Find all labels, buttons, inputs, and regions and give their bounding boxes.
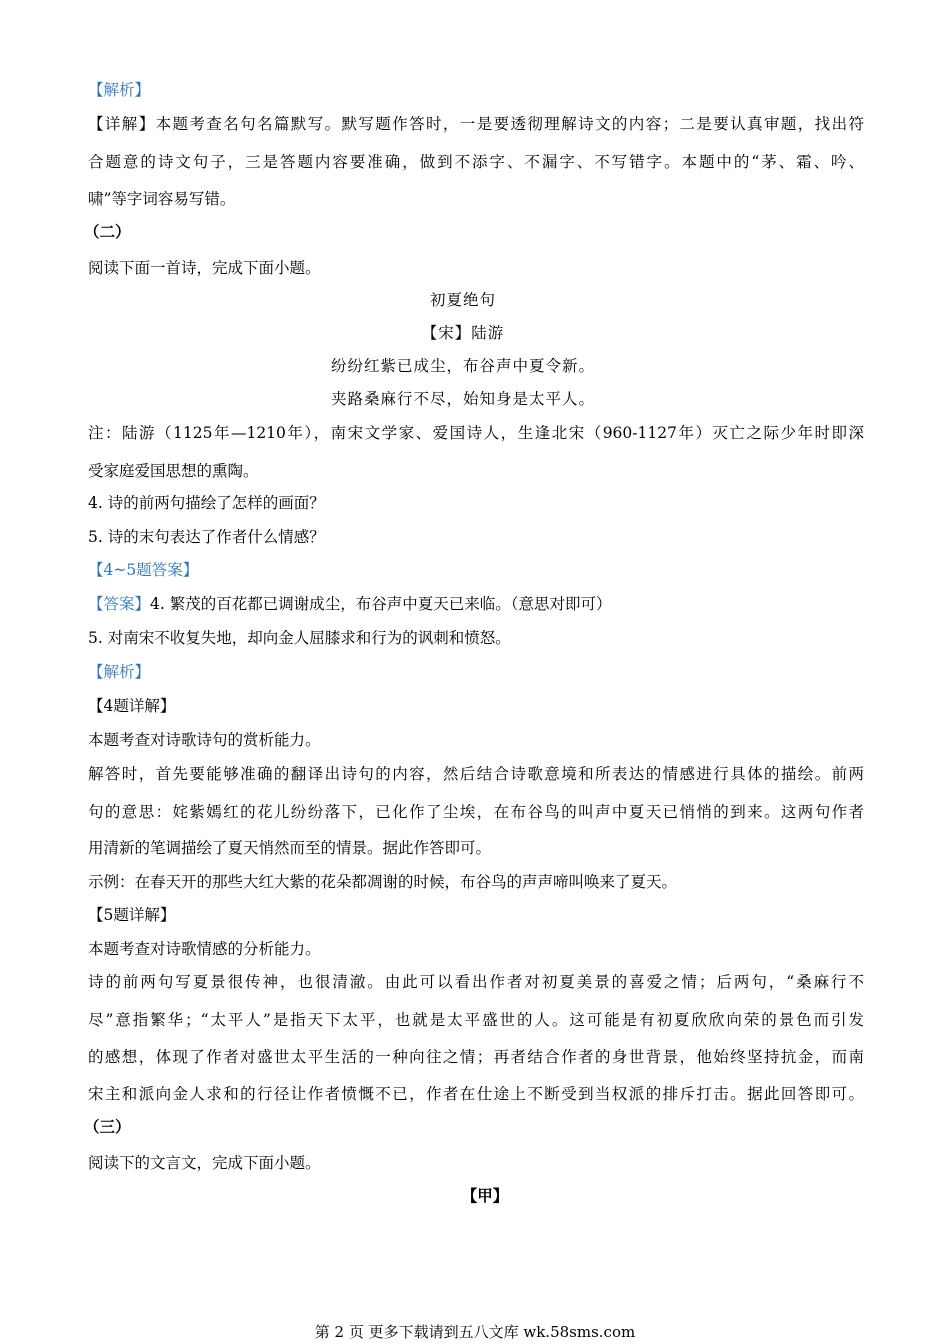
analysis-label: 【解析】 [88, 81, 151, 99]
q5-detail-header: 【5题详解】 [88, 906, 176, 924]
q4-detail-line: 用清新的笔调描绘了夏天悄然而至的情景。据此作答即可。 [88, 839, 492, 857]
q5-detail-line: 的感想，体现了作者对盛世太平生活的一种向往之情；再者结合作者的身世背景，他始终坚持抗金，而南 [88, 1048, 864, 1066]
question-4: 4. 诗的前两句描绘了怎样的画面？ [88, 494, 325, 512]
answer-5: 5. 对南宋不收复失地，却向金人屈膝求和行为的讽刺和愤怒。 [88, 629, 511, 647]
q5-detail-line: 本题考查对诗歌情感的分析能力。 [88, 940, 321, 958]
section-intro: 阅读下面一首诗，完成下面小题。 [88, 259, 321, 277]
q4-detail-line: 本题考查对诗歌诗句的赏析能力。 [88, 731, 321, 749]
note-line: 受家庭爱国思想的熏陶。 [88, 462, 259, 480]
poem-line: 夹路桑麻行不尽，始知身是太平人。 [330, 390, 595, 408]
q5-detail-line: 宋主和派向金人求和的行径让作者愤慨不已，作者在仕途上不断受到当权派的排斥打击。据此回答即可。 [88, 1085, 864, 1103]
q5-detail-line: 尽”意指繁华；“太平人”是指天下太平，也就是太平盛世的人。这可能是有初夏欣欣向荣的景色而引发 [88, 1011, 864, 1029]
analysis-label: 【解析】 [88, 663, 151, 681]
q4-detail-header: 【4题详解】 [88, 697, 176, 715]
section-heading-2: （二） [84, 222, 131, 241]
answer-header: 【4~5题答案】 [88, 561, 199, 579]
detail-paragraph-line: 合题意的诗文句子，三是答题内容要准确，做到不添字、不漏字、不写错字。本题中的“茅、霜、吟、 [88, 153, 864, 171]
poem-title: 初夏绝句 [429, 291, 496, 309]
poem-line: 纷纷红紫已成尘，布谷声中夏令新。 [330, 357, 595, 375]
section-heading-3: （三） [84, 1117, 131, 1136]
q5-detail-line: 诗的前两句写夏景很传神，也很清澈。由此可以看出作者对初夏美景的喜爱之情；后两句，“桑麻行不 [88, 973, 864, 991]
q4-detail-line: 句的意思：姹紫嫣红的花儿纷纷落下，已化作了尘埃，在布谷鸟的叫声中夏天已悄悄的到来。这两句作者 [88, 803, 864, 821]
detail-label: 【详解】 [88, 115, 156, 133]
poem-author: 【宋】陆游 [421, 324, 505, 342]
detail-paragraph-line: 啸”等字词容易写错。 [88, 190, 236, 208]
detail-paragraph-line: 【详解】本题考查名句名篇默写。默写题作答时，一是要透彻理解诗文的内容；二是要认真审题，找出符 [88, 115, 864, 133]
subheading-jia: 【甲】 [461, 1186, 509, 1205]
section-intro: 阅读下的文言文，完成下面小题。 [88, 1154, 321, 1172]
q4-detail-line: 解答时，首先要能够准确的翻译出诗句的内容，然后结合诗歌意境和所表达的情感进行具体的描绘。前两 [88, 765, 864, 783]
page-footer: 第 2 页 更多下载请到五八文库 wk.58sms.com [314, 1323, 636, 1341]
q4-detail-line: 示例：在春天开的那些大红大紫的花朵都凋谢的时候，布谷鸟的声声啼叫唤来了夏天。 [88, 873, 678, 891]
answer-4: 【答案】4. 繁茂的百花都已调谢成尘，布谷声中夏天已来临。（意思对即可） [88, 595, 612, 613]
answer-label: 【答案】 [88, 595, 151, 613]
note-line: 注：陆游（1125年—1210年），南宋文学家、爱国诗人，生逢北宋（960-1127年）灭亡之际少年时即深 [88, 424, 864, 442]
question-5: 5. 诗的末句表达了作者什么情感？ [88, 528, 325, 546]
